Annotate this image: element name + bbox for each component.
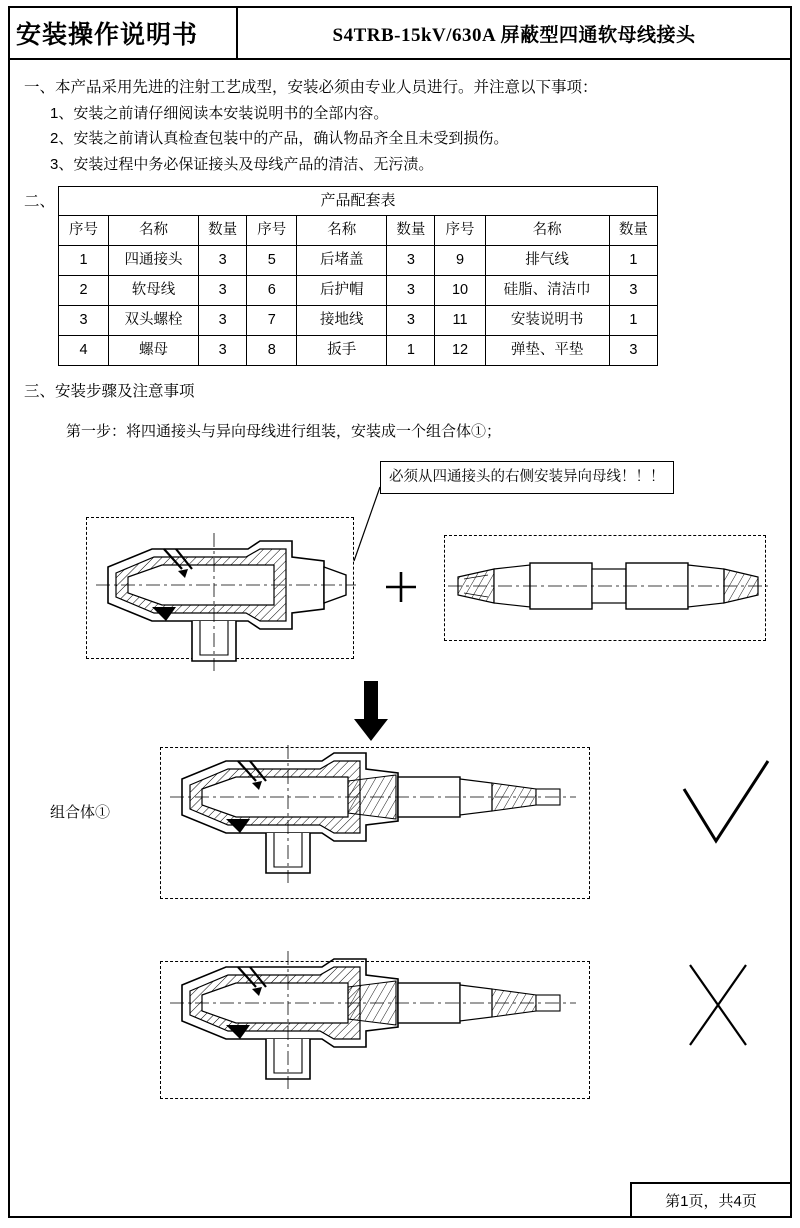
table-row xyxy=(59,335,658,365)
correct-check-icon xyxy=(684,761,768,841)
cell: 3 xyxy=(609,275,657,305)
section3-heading: 三、安装步骤及注意事项 xyxy=(24,382,195,400)
col-no-1: 序号 xyxy=(59,215,109,245)
cell: 3 xyxy=(199,335,247,365)
section1-item-2: 2、安装之前请认真检查包装中的产品，确认物品齐全且未受到损伤。 xyxy=(50,130,509,148)
cell: 3 xyxy=(387,305,435,335)
table-row xyxy=(59,245,658,275)
cell: 3 xyxy=(199,305,247,335)
cell: 6 xyxy=(247,275,297,305)
cell: 2 xyxy=(59,275,109,305)
cell: 9 xyxy=(435,245,485,275)
document-content xyxy=(10,60,790,1139)
document-header xyxy=(10,8,790,60)
cell: 四通接头 xyxy=(109,245,199,275)
cell: 7 xyxy=(247,305,297,335)
cell: 后护帽 xyxy=(297,275,387,305)
col-name-2: 名称 xyxy=(297,215,387,245)
col-no-2: 序号 xyxy=(247,215,297,245)
parts-table-title: 产品配套表 xyxy=(59,186,658,215)
cell: 4 xyxy=(59,335,109,365)
cell: 3 xyxy=(199,245,247,275)
assembly-label: 组合体① xyxy=(50,804,111,822)
document-page xyxy=(8,6,792,1218)
step1-text: 第一步：将四通接头与异向母线进行组装，安装成一个组合体①； xyxy=(66,422,502,440)
cell: 1 xyxy=(609,245,657,275)
cell: 排气线 xyxy=(485,245,609,275)
cell: 10 xyxy=(435,275,485,305)
cell: 双头螺栓 xyxy=(109,305,199,335)
page-number-box xyxy=(630,1182,790,1216)
section2 xyxy=(24,186,776,366)
warning-note: 必须从四通接头的右侧安装异向母线！！！ xyxy=(380,461,674,493)
table-row xyxy=(59,275,658,305)
cell: 扳手 xyxy=(297,335,387,365)
col-qty-2: 数量 xyxy=(387,215,435,245)
cell: 11 xyxy=(435,305,485,335)
page-number-text: 第1页，共4页 xyxy=(665,1192,757,1210)
cell: 安装说明书 xyxy=(485,305,609,335)
cell: 后堵盖 xyxy=(297,245,387,275)
parts-table-title-row xyxy=(59,186,658,215)
cell: 8 xyxy=(247,335,297,365)
section1-heading: 一、本产品采用先进的注射工艺成型，安装必须由专业人员进行。并注意以下事项： xyxy=(24,79,598,96)
parts-table-header-row xyxy=(59,215,658,245)
header-title-left-cell xyxy=(10,8,238,58)
cell: 接地线 xyxy=(297,305,387,335)
cell: 5 xyxy=(247,245,297,275)
flexible-busbar-figure xyxy=(448,563,768,609)
cell: 3 xyxy=(387,245,435,275)
cell: 1 xyxy=(59,245,109,275)
cell: 3 xyxy=(609,335,657,365)
note-leader-line xyxy=(354,487,380,561)
col-qty-3: 数量 xyxy=(609,215,657,245)
section1-item-1: 1、安装之前请仔细阅读本安装说明书的全部内容。 xyxy=(50,105,389,123)
cell: 1 xyxy=(387,335,435,365)
col-name-3: 名称 xyxy=(485,215,609,245)
assembly-wrong-figure xyxy=(170,951,576,1089)
cell: 1 xyxy=(609,305,657,335)
cell: 螺母 xyxy=(109,335,199,365)
plus-symbol xyxy=(386,572,416,602)
cell: 3 xyxy=(199,275,247,305)
col-qty-1: 数量 xyxy=(199,215,247,245)
document-title: 安装操作说明书 xyxy=(16,22,199,49)
cell: 弹垫、平垫 xyxy=(485,335,609,365)
cell: 12 xyxy=(435,335,485,365)
header-title-right-cell xyxy=(238,8,790,58)
incorrect-cross-icon xyxy=(690,965,746,1045)
cell: 软母线 xyxy=(109,275,199,305)
cell: 3 xyxy=(387,275,435,305)
table-row xyxy=(59,305,658,335)
parts-table xyxy=(58,186,658,366)
cell: 硅脂、清洁巾 xyxy=(485,275,609,305)
section1-item-3: 3、安装过程中务必保证接头及母线产品的清洁、无污渍。 xyxy=(50,155,434,173)
section2-label: 二、 xyxy=(24,192,56,210)
cell: 3 xyxy=(59,305,109,335)
col-name-1: 名称 xyxy=(109,215,199,245)
assembly-correct-figure xyxy=(170,745,576,883)
figure-area xyxy=(24,449,780,1139)
col-no-3: 序号 xyxy=(435,215,485,245)
down-arrow-icon xyxy=(354,681,388,741)
tee-connector-figure xyxy=(96,533,356,671)
assembly-diagram xyxy=(24,449,780,1139)
product-model-title: S4TRB-15kV/630A 屏蔽型四通软母线接头 xyxy=(332,24,696,46)
